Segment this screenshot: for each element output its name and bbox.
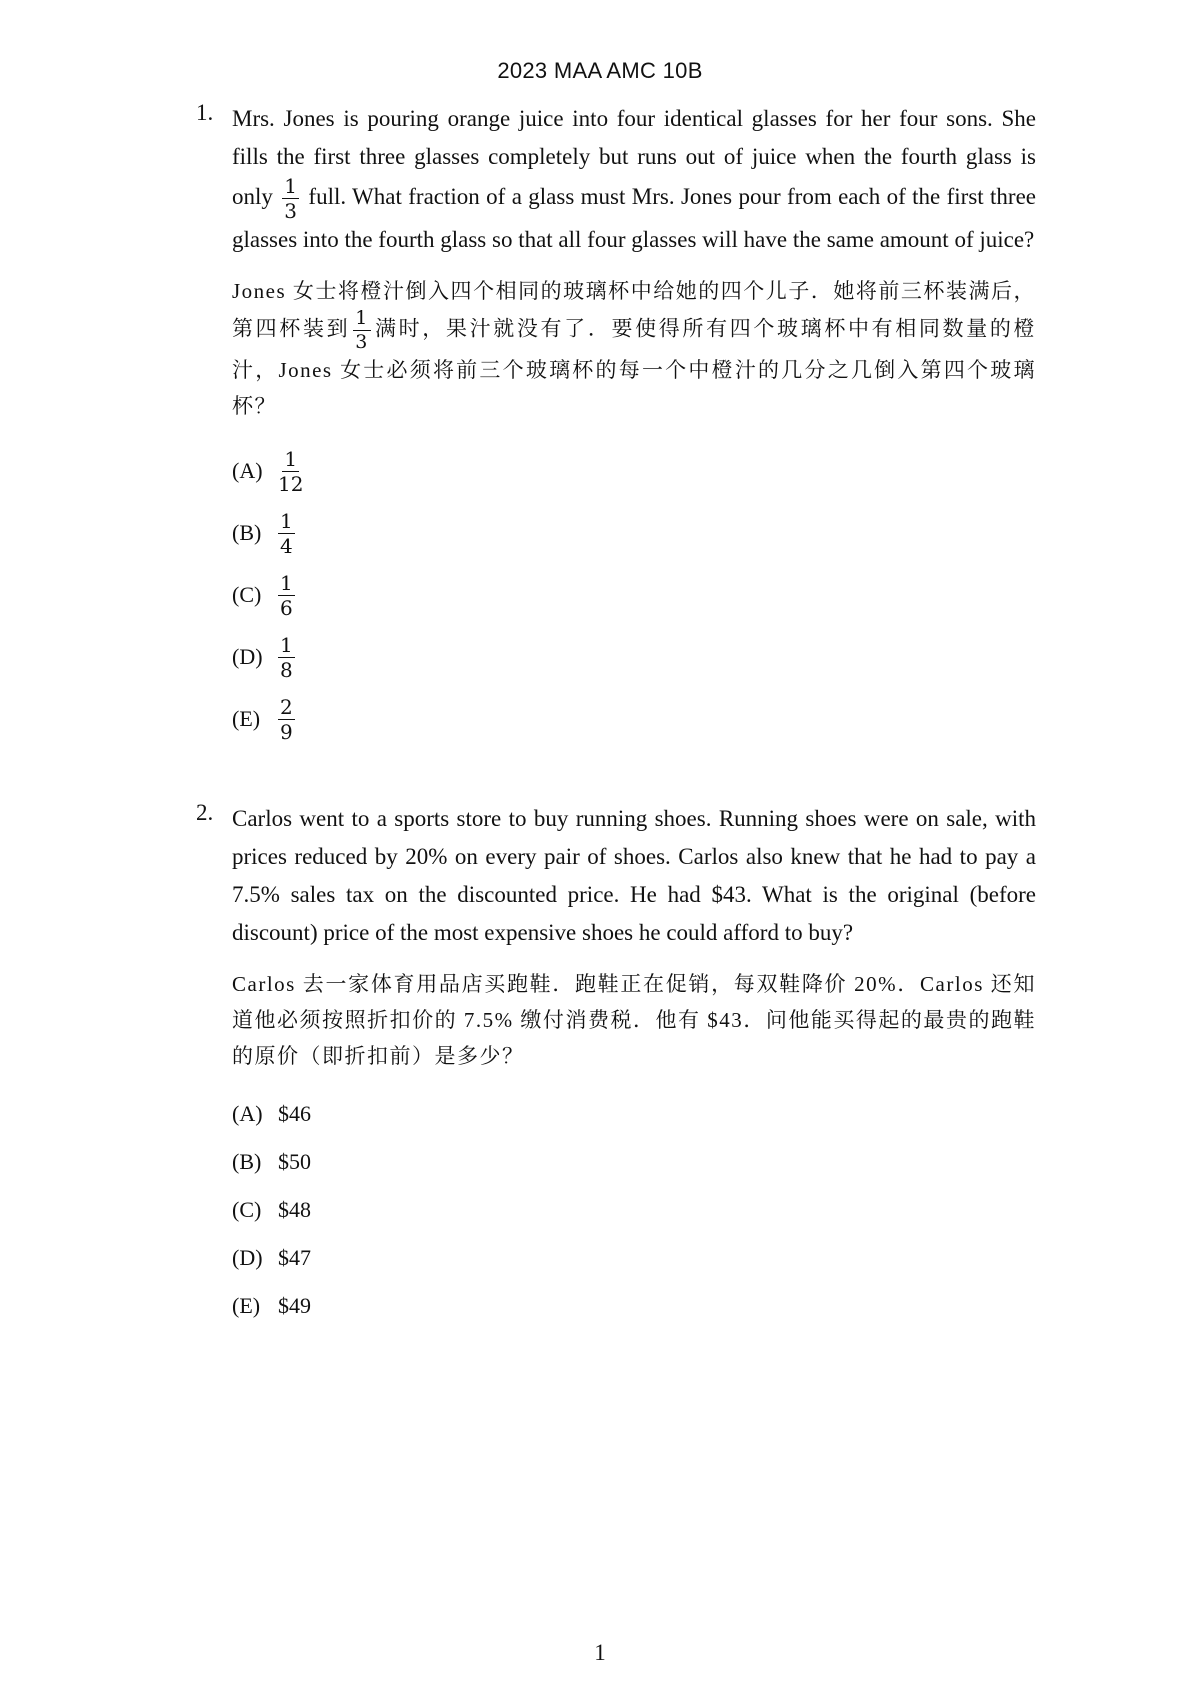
answer-option-e[interactable] [232, 688, 1036, 750]
option-label: (A) [232, 458, 263, 483]
page-number: 1 [594, 1640, 606, 1665]
fraction-denominator: 6 [280, 595, 293, 620]
answer-option-a[interactable] [232, 440, 1036, 502]
answer-option-c[interactable] [232, 564, 1036, 626]
option-value: $46 [278, 1101, 311, 1126]
text-part: Mrs. Jones is pouring orange juice into four identical glasses for her four sons. She fills the first three glasses completely but runs out of juice when the fourth glass is only [232, 106, 1036, 209]
text-part: 满时，果汁就没有了．要使得所有四个玻璃杯中有相同数量的橙汁，Jones 女士必须将前三个玻璃杯的每一个中橙汁的几分之几倒入第四个玻璃杯？ [232, 316, 1037, 418]
option-label: (B) [232, 520, 262, 545]
fraction-numerator: 1 [355, 307, 369, 329]
answer-option-d[interactable] [232, 626, 1036, 688]
answer-options [232, 1090, 1036, 1330]
problem-text-en: Carlos went to a sports store to buy running shoes. Running shoes were on sale, with prices reduced by 20% on every pair of shoes. Carlos also knew that he had to pay a 7.5% sales tax on the discounted price. He had $43. What is the original (before discount) price of the most expensive shoes he could afford to buy? [232, 806, 1036, 945]
option-value: $50 [278, 1149, 311, 1174]
fraction-denominator: 3 [284, 199, 298, 223]
option-value: $49 [278, 1293, 311, 1318]
problem-text-zh [232, 273, 1036, 424]
option-label: (E) [232, 706, 261, 731]
fraction-numerator: 1 [280, 508, 293, 533]
option-value: $48 [278, 1197, 311, 1222]
fraction-numerator: 1 [284, 446, 298, 471]
fraction-denominator: 12 [278, 471, 304, 496]
option-value: $47 [278, 1245, 311, 1270]
fraction-numerator: 1 [284, 174, 298, 198]
fraction-denominator: 4 [280, 533, 293, 558]
answer-option-e[interactable] [232, 1282, 1036, 1330]
fraction [278, 632, 295, 682]
option-label: (E) [232, 1293, 261, 1318]
fraction-numerator: 1 [280, 632, 293, 657]
text-part: Jones 女士将橙汁倒入四个相同的玻璃杯中给她的四个儿子．她将前三杯装满后，第四杯装到 [232, 279, 1036, 341]
answer-option-b[interactable] [232, 1138, 1036, 1186]
fraction [278, 570, 295, 620]
problem-number: 1. [196, 100, 214, 125]
answer-options [232, 440, 1036, 750]
fraction-numerator: 1 [280, 570, 293, 595]
problem-number: 2. [196, 800, 214, 825]
fraction [278, 508, 295, 558]
fraction [282, 176, 299, 221]
answer-option-d[interactable] [232, 1234, 1036, 1282]
fraction-denominator: 3 [355, 331, 369, 353]
option-label: (C) [232, 1197, 262, 1222]
option-label: (B) [232, 1149, 262, 1174]
fraction [353, 309, 371, 352]
answer-option-a[interactable] [232, 1090, 1036, 1138]
page-header: 2023 MAA AMC 10B [497, 58, 703, 83]
problem-2 [196, 800, 1036, 1330]
answer-option-c[interactable] [232, 1186, 1036, 1234]
fraction-denominator: 9 [280, 719, 293, 744]
fraction [278, 694, 295, 744]
fraction-numerator: 2 [280, 694, 293, 719]
fraction [278, 446, 304, 496]
problem-text-zh: Carlos 去一家体育用品店买跑鞋．跑鞋正在促销，每双鞋降价 20%．Carlos 还知道他必须按照折扣价的 7.5% 缴付消费税．他有 $43．问他能买得起的最贵的跑鞋的原价（即折扣前）是多少？ [232, 972, 1036, 1068]
option-label: (A) [232, 1101, 263, 1126]
option-label: (D) [232, 1245, 263, 1270]
option-label: (D) [232, 644, 263, 669]
text-part: full. What fraction of a glass must Mrs. Jones pour from each of the first three glasses into the fourth glass so that all four glasses will have the same amount of juice? [232, 183, 1037, 252]
fraction-denominator: 8 [280, 657, 293, 682]
option-label: (C) [232, 582, 262, 607]
answer-option-b[interactable] [232, 502, 1036, 564]
problem-text-en [232, 100, 1036, 259]
problem-1 [196, 100, 1036, 750]
